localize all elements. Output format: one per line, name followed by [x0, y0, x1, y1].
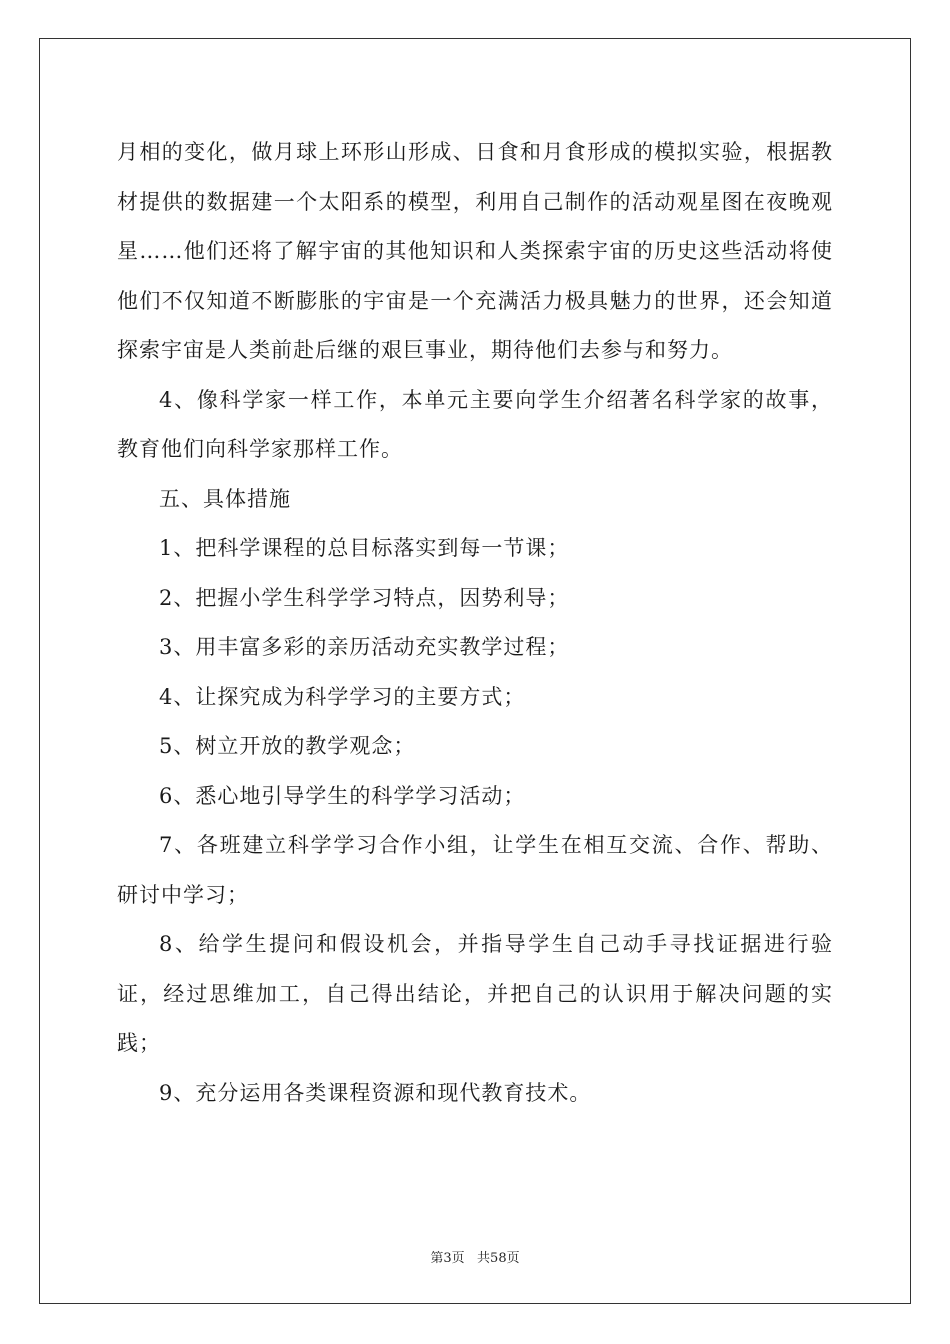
- measure-item-8: 8、给学生提问和假设机会，并指导学生自己动手寻找证据进行验证，经过思维加工，自己得出结论，并把自己的认识用于解决问题的实践；: [117, 932, 833, 1055]
- measure-item-7: 7、各班建立科学学习合作小组，让学生在相互交流、合作、帮助、研讨中学习；: [117, 833, 833, 907]
- measure-item-9: 9、充分运用各类课程资源和现代教育技术。: [159, 1080, 592, 1105]
- measure-item-6: 6、悉心地引导学生的科学学习活动；: [159, 783, 526, 808]
- paragraph-2: 4、像科学家一样工作，本单元主要向学生介绍著名科学家的故事，教育他们向科学家那样工作。: [117, 387, 833, 461]
- measure-item-2: 2、把握小学生科学学习特点，因势利导；: [159, 585, 570, 610]
- measure-item-3: 3、用丰富多彩的亲历活动充实教学过程；: [159, 635, 570, 659]
- paragraph-1: 月相的变化，做月球上环形山形成、日食和月食形成的模拟实验，根据教材提供的数据建一个太阳系的模型，利用自己制作的活动观星图在夜晚观星……他们还将了解宇宙的其他知识和人类探索宇宙的历史这些活动将使他们不仅知道不断膨胀的宇宙是一个充满活力极具魅力的世界，还会知道探索宇宙是人类前赴后继的艰巨事业，期待他们去参与和努力。: [117, 140, 833, 362]
- page-number-footer: 第3页 共58页: [430, 1251, 520, 1266]
- section-heading-measures: 五、具体措施: [159, 486, 291, 511]
- measure-item-4: 4、让探究成为科学学习的主要方式；: [159, 684, 526, 709]
- document-body: [117, 128, 833, 1118]
- measure-item-1: 1、把科学课程的总目标落实到每一节课；: [159, 536, 570, 560]
- measure-item-5: 5、树立开放的教学观念；: [159, 734, 416, 758]
